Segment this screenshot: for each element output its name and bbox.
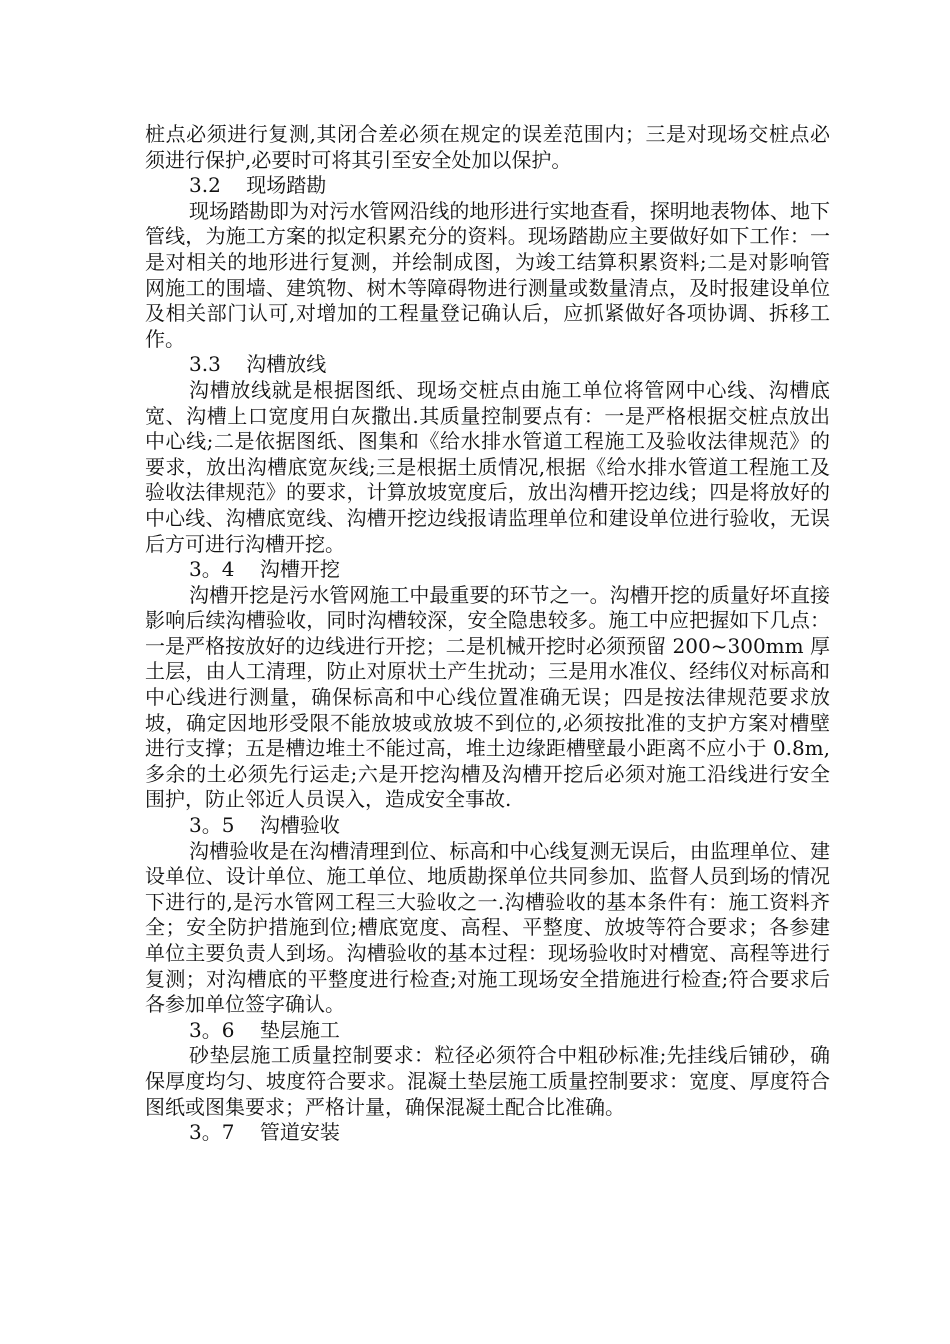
section-title: 沟槽验收: [259, 813, 340, 838]
section-title: 沟槽开挖: [259, 557, 340, 582]
section-number: 3.2: [189, 173, 221, 198]
section-title: 垫层施工: [259, 1017, 340, 1042]
document-page: [145, 122, 830, 1146]
section-title: 管道安装: [259, 1120, 340, 1145]
section-number: 3。4: [189, 557, 235, 582]
section-number: 3.3: [189, 352, 221, 377]
continuation-paragraph: 桩点必须进行复测,其闭合差必须在规定的误差范围内；三是对现场交桩点必须进行保护,必要时可将其引至安全处加以保护。: [145, 122, 830, 172]
section-number: 3。6: [189, 1017, 235, 1042]
body-paragraph-trench-acceptance: 沟槽验收是在沟槽清理到位、标高和中心线复测无误后，由监理单位、建设单位、设计单位、施工单位、地质勘探单位共同参加、监督人员到场的情况下进行的,是污水管网工程三大验收之一.沟槽验收的基本条件有：施工资料齐全；安全防护措施到位;槽底宽度、高程、平整度、放坡等符合要求；各参建单位主要负责人到场。沟槽验收的基本过程：现场验收时对槽宽、高程等进行复测；对沟槽底的平整度进行检查;对施工现场安全措施进行检查;符合要求后各参加单位签字确认。: [145, 838, 830, 1017]
section-heading-3-3: [145, 352, 830, 378]
section-heading-3-2: [145, 173, 830, 199]
section-title: 沟槽放线: [246, 352, 327, 377]
body-paragraph-trench-layout: 沟槽放线就是根据图纸、现场交桩点由施工单位将管网中心线、沟槽底宽、沟槽上口宽度用白灰撒出.其质量控制要点有：一是严格根据交桩点放出中心线;二是依据图纸、图集和《给水排水管道工程施工及验收法律规范》的要求，放出沟槽底宽灰线;三是根据土质情况,根据《给水排水管道工程施工及验收法律规范》的要求，计算放坡宽度后，放出沟槽开挖边线；四是将放好的中心线、沟槽底宽线、沟槽开挖边线报请监理单位和建设单位进行验收，无误后方可进行沟槽开挖。: [145, 377, 830, 556]
body-paragraph-site-survey: 现场踏勘即为对污水管网沿线的地形进行实地查看，探明地表物体、地下管线，为施工方案的拟定积累充分的资料。现场踏勘应主要做好如下工作：一是对相关的地形进行复测，并绘制成图，为竣工结算积累资料;二是对影响管网施工的围墙、建筑物、树木等障碍物进行测量或数量清点，及时报建设单位及相关部门认可,对增加的工程量登记确认后，应抓紧做好各项协调、拆移工作。: [145, 198, 830, 351]
section-heading-3-5: [145, 813, 830, 839]
section-number: 3。5: [189, 813, 235, 838]
section-heading-3-6: [145, 1018, 830, 1044]
section-heading-3-4: [145, 557, 830, 583]
body-paragraph-trench-excavation: 沟槽开挖是污水管网施工中最重要的环节之一。沟槽开挖的质量好坏直接影响后续沟槽验收，同时沟槽较深，安全隐患较多。施工中应把握如下几点：一是严格按放好的边线进行开挖；二是机械开挖时必须预留 200~300mm 厚土层，由人工清理，防止对原状土产生扰动；三是用水准仪、经纬仪对标高和中心线进行测量，确保标高和中心线位置准确无误；四是按法律规范要求放坡，确定因地形受限不能放坡或放坡不到位的,必须按批准的支护方案对槽壁进行支撑；五是槽边堆土不能过高，堆土边缘距槽壁最小距离不应小于 0.8m,多余的土必须先行运走;六是开挖沟槽及沟槽开挖后必须对施工沿线进行安全围护，防止邻近人员误入，造成安全事故.: [145, 582, 830, 812]
section-number: 3。7: [189, 1120, 235, 1145]
section-title: 现场踏勘: [246, 173, 327, 198]
section-heading-3-7: [145, 1120, 830, 1146]
body-paragraph-cushion-construction: 砂垫层施工质量控制要求：粒径必须符合中粗砂标准;先挂线后铺砂，确保厚度均匀、坡度符合要求。混凝土垫层施工质量控制要求：宽度、厚度符合图纸或图集要求；严格计量，确保混凝土配合比准确。: [145, 1043, 830, 1119]
